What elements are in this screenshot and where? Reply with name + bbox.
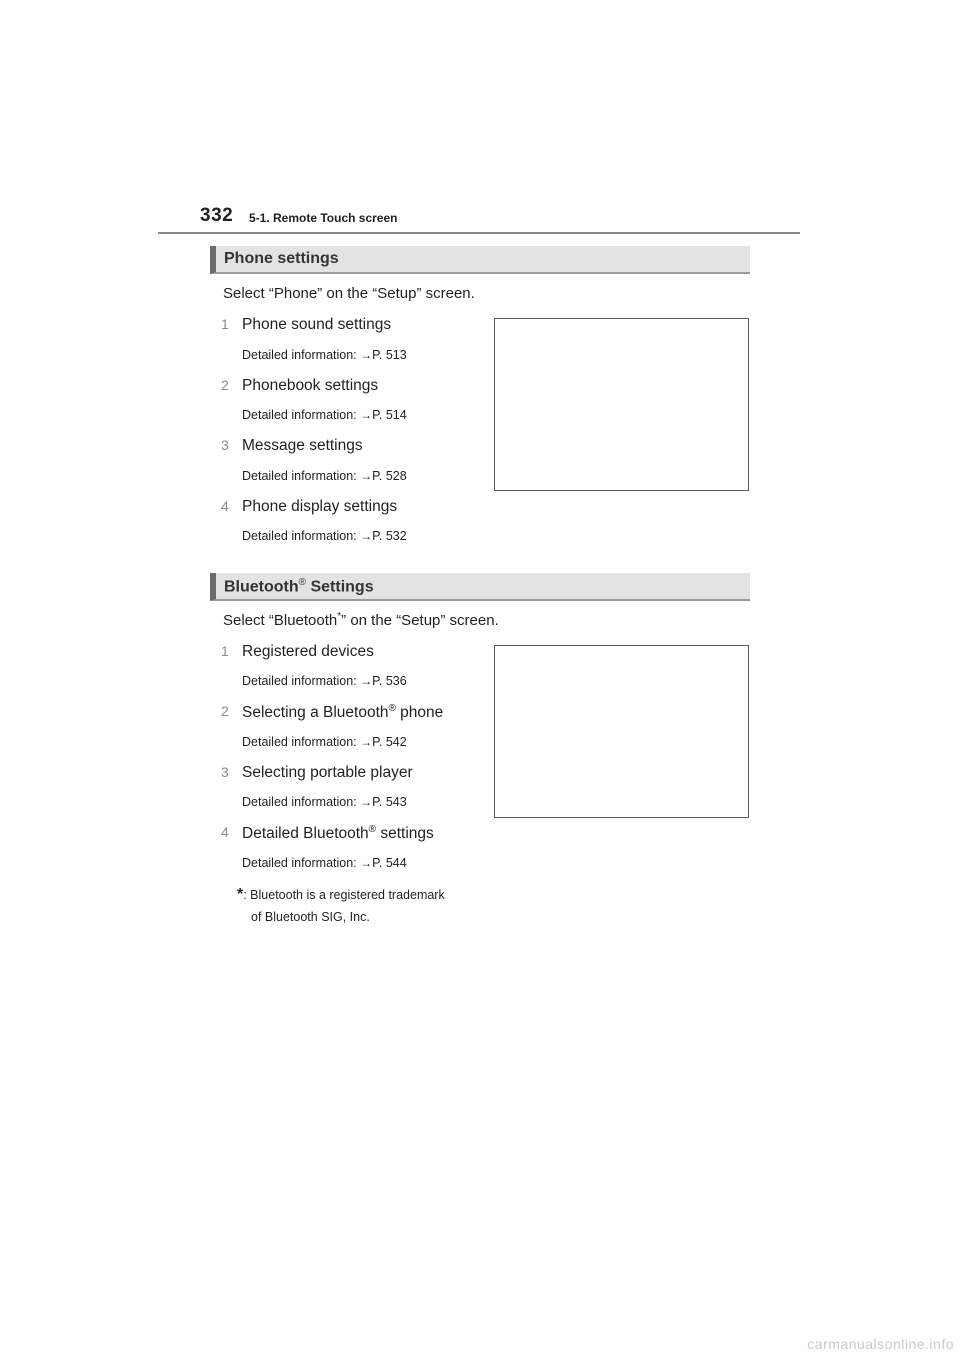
bluetooth-settings-title: Bluetooth® Settings (224, 577, 374, 596)
phone-settings-heading (210, 246, 750, 274)
arrow-right-icon: → (360, 735, 373, 749)
phone-display-settings-title: Phone display settings (242, 498, 398, 515)
bluetooth-settings-intro: Select “Bluetooth*” on the “Setup” screen. (223, 611, 499, 629)
page-reference-link[interactable]: P. 543 (372, 795, 407, 809)
message-settings-detail (242, 469, 407, 483)
section-reference: 5-1. Remote Touch screen (249, 211, 398, 225)
item-number: 3 (221, 437, 229, 453)
watermark: carmanualsonline.info (807, 1336, 954, 1352)
arrow-right-icon: → (360, 469, 373, 483)
detailed-bluetooth-settings-title: Detailed Bluetooth® settings (242, 824, 434, 843)
phone-settings-title: Phone settings (224, 250, 339, 267)
arrow-right-icon: → (360, 674, 373, 688)
header-divider (158, 232, 800, 234)
item-number: 3 (221, 764, 229, 780)
detail-label: Detailed information: (242, 856, 357, 870)
registered-mark: ® (298, 577, 307, 588)
footnote-line-2: of Bluetooth SIG, Inc. (251, 910, 370, 924)
page-reference-link[interactable]: P. 542 (372, 735, 407, 749)
registered-devices-detail (242, 674, 407, 688)
arrow-right-icon: → (360, 856, 373, 870)
arrow-right-icon: → (360, 408, 373, 422)
phone-display-settings-detail (242, 529, 407, 543)
detail-label: Detailed information: (242, 795, 357, 809)
item-number: 1 (221, 316, 229, 332)
arrow-right-icon: → (360, 348, 373, 362)
page-number: 332 (200, 205, 234, 226)
item-number: 1 (221, 643, 229, 659)
arrow-right-icon: → (360, 795, 373, 809)
detail-label: Detailed information: (242, 408, 357, 422)
footnote-mark: * (337, 611, 342, 622)
footnote-line-1: : Bluetooth is a registered trademark (243, 888, 445, 902)
page-reference-link[interactable]: P. 532 (372, 529, 407, 543)
page-reference-link[interactable]: P. 514 (372, 408, 407, 422)
bluetooth-settings-screen-image (494, 645, 749, 818)
item-number: 4 (221, 498, 229, 514)
detailed-bluetooth-settings-detail (242, 856, 407, 870)
message-settings-title: Message settings (242, 437, 363, 454)
selecting-portable-player-title: Selecting portable player (242, 764, 413, 781)
detail-label: Detailed information: (242, 735, 357, 749)
phone-settings-screen-image (494, 318, 749, 491)
phonebook-settings-detail (242, 408, 407, 422)
page-reference-link[interactable]: P. 536 (372, 674, 407, 688)
detail-label: Detailed information: (242, 529, 357, 543)
item-number: 4 (221, 824, 229, 840)
phone-sound-settings-detail (242, 348, 407, 362)
registered-devices-title: Registered devices (242, 643, 374, 660)
selecting-bluetooth-phone-detail (242, 735, 407, 749)
detail-label: Detailed information: (242, 674, 357, 688)
selecting-bluetooth-phone-title: Selecting a Bluetooth® phone (242, 703, 444, 722)
trademark-footnote (237, 884, 487, 928)
phonebook-settings-title: Phonebook settings (242, 377, 379, 394)
registered-mark: ® (368, 824, 377, 835)
bluetooth-settings-heading (210, 573, 750, 601)
phone-sound-settings-title: Phone sound settings (242, 316, 392, 333)
page-reference-link[interactable]: P. 544 (372, 856, 407, 870)
detail-label: Detailed information: (242, 469, 357, 483)
item-number: 2 (221, 703, 229, 719)
detail-label: Detailed information: (242, 348, 357, 362)
item-number: 2 (221, 377, 229, 393)
page-reference-link[interactable]: P. 528 (372, 469, 407, 483)
selecting-portable-player-detail (242, 795, 407, 809)
phone-settings-intro: Select “Phone” on the “Setup” screen. (223, 285, 475, 302)
page-reference-link[interactable]: P. 513 (372, 348, 407, 362)
registered-mark: ® (388, 703, 396, 714)
arrow-right-icon: → (360, 529, 373, 543)
footnote-mark: * (237, 886, 244, 903)
